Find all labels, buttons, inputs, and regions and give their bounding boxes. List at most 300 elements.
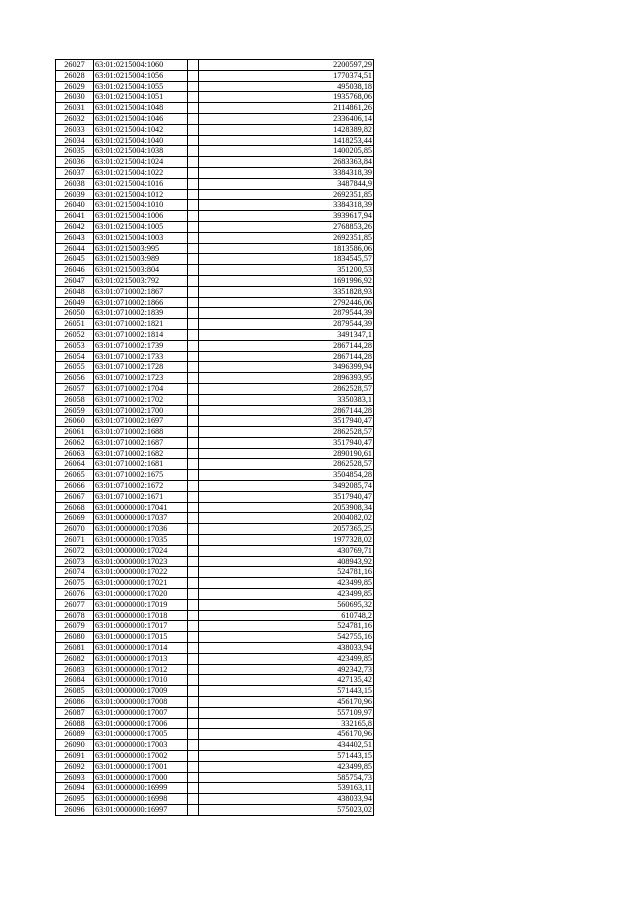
cadastral-number-cell: 63:01:0215004:1046 [94,113,188,124]
row-number-cell: 26042 [56,221,94,232]
cadastral-number-cell: 63:01:0000000:17037 [94,513,188,524]
cadastral-number-cell: 63:01:0000000:17001 [94,761,188,772]
empty-cell [188,157,199,168]
empty-cell [188,632,199,643]
cadastral-number-cell: 63:01:0000000:17014 [94,643,188,654]
row-number-cell: 26081 [56,643,94,654]
cadastral-number-cell: 63:01:0710002:1675 [94,470,188,481]
cadastral-number-cell: 63:01:0710002:1688 [94,427,188,438]
empty-cell [188,189,199,200]
row-number-cell: 26045 [56,254,94,265]
empty-cell [188,340,199,351]
row-number-cell: 26057 [56,383,94,394]
table-row [56,189,374,200]
empty-cell [188,81,199,92]
cadastral-value-cell: 2867144,28 [199,340,374,351]
empty-cell [188,459,199,470]
table-row [56,535,374,546]
row-number-cell: 26085 [56,686,94,697]
row-number-cell: 26052 [56,329,94,340]
cadastral-number-cell: 63:01:0000000:16998 [94,794,188,805]
empty-cell [188,783,199,794]
row-number-cell: 26060 [56,416,94,427]
empty-cell [188,707,199,718]
table-row [56,599,374,610]
cadastral-number-cell: 63:01:0710002:1697 [94,416,188,427]
cadastral-number-cell: 63:01:0215004:1024 [94,157,188,168]
table-row [56,405,374,416]
row-number-cell: 26048 [56,286,94,297]
table-row [56,632,374,643]
table-row [56,394,374,405]
cadastral-value-cell: 560695,32 [199,599,374,610]
cadastral-number-cell: 63:01:0000000:17015 [94,632,188,643]
cadastral-value-cell: 2862528,57 [199,459,374,470]
cadastral-value-cell: 1813586,06 [199,243,374,254]
empty-cell [188,373,199,384]
table-row [56,643,374,654]
cadastral-value-cell: 495038,18 [199,81,374,92]
cadastral-number-cell: 63:01:0000000:17006 [94,718,188,729]
cadastral-value-cell: 1418253,44 [199,135,374,146]
row-number-cell: 26049 [56,297,94,308]
cadastral-value-cell: 2683363,84 [199,157,374,168]
cadastral-value-cell: 3517940,47 [199,416,374,427]
cadastral-value-cell: 3350383,1 [199,394,374,405]
table-row [56,437,374,448]
cadastral-value-cell: 2200597,29 [199,60,374,71]
cadastral-number-cell: 63:01:0215004:1010 [94,200,188,211]
empty-cell [188,567,199,578]
table-row [56,383,374,394]
cadastral-value-cell: 438033,94 [199,794,374,805]
row-number-cell: 26056 [56,373,94,384]
table-row [56,545,374,556]
row-number-cell: 26091 [56,751,94,762]
table-row [56,653,374,664]
row-number-cell: 26089 [56,729,94,740]
table-row [56,232,374,243]
cadastral-value-cell: 332165,8 [199,718,374,729]
row-number-cell: 26093 [56,772,94,783]
row-number-cell: 26076 [56,589,94,600]
row-number-cell: 26073 [56,556,94,567]
cadastral-value-cell: 2879544,39 [199,308,374,319]
empty-cell [188,524,199,535]
cadastral-number-cell: 63:01:0215003:804 [94,265,188,276]
table-row [56,502,374,513]
table-row [56,589,374,600]
table-row [56,470,374,481]
cadastral-value-cell: 539163,11 [199,783,374,794]
cadastral-value-cell: 571443,15 [199,751,374,762]
table-row [56,221,374,232]
cadastral-value-cell: 2053908,34 [199,502,374,513]
row-number-cell: 26055 [56,362,94,373]
table-row [56,416,374,427]
row-number-cell: 26064 [56,459,94,470]
empty-cell [188,243,199,254]
table-row [56,686,374,697]
row-number-cell: 26075 [56,578,94,589]
table-row [56,319,374,330]
cadastral-value-cell: 2792446,06 [199,297,374,308]
cadastral-number-cell: 63:01:0215004:1051 [94,92,188,103]
row-number-cell: 26087 [56,707,94,718]
cadastral-value-cell: 3496399,94 [199,362,374,373]
row-number-cell: 26063 [56,448,94,459]
table-row [56,157,374,168]
empty-cell [188,178,199,189]
empty-cell [188,718,199,729]
cadastral-value-cell: 427135,42 [199,675,374,686]
row-number-cell: 26037 [56,167,94,178]
cadastral-number-cell: 63:01:0000000:17010 [94,675,188,686]
table-row [56,113,374,124]
table-row [56,567,374,578]
empty-cell [188,578,199,589]
cadastral-number-cell: 63:01:0000000:17003 [94,740,188,751]
row-number-cell: 26043 [56,232,94,243]
cadastral-number-cell: 63:01:0000000:17017 [94,621,188,632]
empty-cell [188,513,199,524]
cadastral-value-cell: 571443,15 [199,686,374,697]
empty-cell [188,610,199,621]
table-row [56,718,374,729]
empty-cell [188,740,199,751]
row-number-cell: 26068 [56,502,94,513]
table-row [56,297,374,308]
cadastral-value-cell: 3351828,93 [199,286,374,297]
empty-cell [188,167,199,178]
empty-cell [188,232,199,243]
cadastral-value-cell: 3491347,1 [199,329,374,340]
empty-cell [188,664,199,675]
cadastral-value-cell: 408943,92 [199,556,374,567]
row-number-cell: 26071 [56,535,94,546]
cadastral-value-cell: 585754,73 [199,772,374,783]
row-number-cell: 26054 [56,351,94,362]
cadastral-value-cell: 1935768,06 [199,92,374,103]
cadastral-number-cell: 63:01:0215004:1003 [94,232,188,243]
empty-cell [188,275,199,286]
row-number-cell: 26088 [56,718,94,729]
cadastral-value-cell: 3939617,94 [199,211,374,222]
table-body [56,60,374,816]
cadastral-number-cell: 63:01:0710002:1700 [94,405,188,416]
table-row [56,448,374,459]
table-row [56,578,374,589]
cadastral-number-cell: 63:01:0215003:995 [94,243,188,254]
empty-cell [188,804,199,815]
row-number-cell: 26079 [56,621,94,632]
row-number-cell: 26028 [56,70,94,81]
cadastral-value-cell: 2114861,26 [199,103,374,114]
row-number-cell: 26053 [56,340,94,351]
empty-cell [188,394,199,405]
row-number-cell: 26096 [56,804,94,815]
empty-cell [188,697,199,708]
empty-cell [188,383,199,394]
cadastral-number-cell: 63:01:0000000:17008 [94,697,188,708]
table-row [56,772,374,783]
empty-cell [188,491,199,502]
table-row [56,92,374,103]
empty-cell [188,265,199,276]
empty-cell [188,146,199,157]
row-number-cell: 26047 [56,275,94,286]
cadastral-number-cell: 63:01:0710002:1728 [94,362,188,373]
cadastral-value-cell: 524781,16 [199,621,374,632]
cadastral-number-cell: 63:01:0215004:1005 [94,221,188,232]
table-row [56,351,374,362]
row-number-cell: 26069 [56,513,94,524]
row-number-cell: 26050 [56,308,94,319]
cadastral-number-cell: 63:01:0710002:1671 [94,491,188,502]
empty-cell [188,470,199,481]
cadastral-number-cell: 63:01:0000000:17013 [94,653,188,664]
empty-cell [188,286,199,297]
empty-cell [188,437,199,448]
cadastral-number-cell: 63:01:0215004:1060 [94,60,188,71]
empty-cell [188,308,199,319]
cadastral-value-cell: 2768853,26 [199,221,374,232]
table-row [56,459,374,470]
table-row [56,178,374,189]
cadastral-value-cell: 2057365,25 [199,524,374,535]
row-number-cell: 26083 [56,664,94,675]
cadastral-value-cell: 438033,94 [199,643,374,654]
table-row [56,275,374,286]
cadastral-value-cell: 3492085,74 [199,481,374,492]
cadastral-number-cell: 63:01:0000000:17019 [94,599,188,610]
cadastral-value-cell: 456170,96 [199,697,374,708]
table-row [56,621,374,632]
empty-cell [188,254,199,265]
empty-cell [188,113,199,124]
empty-cell [188,761,199,772]
cadastral-value-cell: 3504854,28 [199,470,374,481]
cadastral-number-cell: 63:01:0215004:1006 [94,211,188,222]
cadastral-value-cell: 1977328,02 [199,535,374,546]
empty-cell [188,643,199,654]
table-row [56,697,374,708]
table-row [56,675,374,686]
cadastral-number-cell: 63:01:0000000:17020 [94,589,188,600]
cadastral-value-cell: 557109,97 [199,707,374,718]
table-row [56,481,374,492]
cadastral-value-cell: 610748,2 [199,610,374,621]
row-number-cell: 26041 [56,211,94,222]
table-row [56,340,374,351]
row-number-cell: 26094 [56,783,94,794]
table-row [56,124,374,135]
cadastral-number-cell: 63:01:0710002:1814 [94,329,188,340]
row-number-cell: 26077 [56,599,94,610]
cadastral-value-cell: 430769,71 [199,545,374,556]
cadastral-value-cell: 434402,51 [199,740,374,751]
empty-cell [188,200,199,211]
row-number-cell: 26074 [56,567,94,578]
table-row [56,427,374,438]
empty-cell [188,405,199,416]
cadastral-value-cell: 3517940,47 [199,437,374,448]
cadastral-value-cell: 2692351,85 [199,189,374,200]
empty-cell [188,556,199,567]
table-row [56,103,374,114]
table-row [56,200,374,211]
row-number-cell: 26034 [56,135,94,146]
cadastral-number-cell: 63:01:0710002:1681 [94,459,188,470]
table-row [56,740,374,751]
row-number-cell: 26035 [56,146,94,157]
cadastral-value-cell: 1834545,57 [199,254,374,265]
cadastral-value-cell: 1428389,82 [199,124,374,135]
cadastral-value-cell: 2862528,57 [199,383,374,394]
row-number-cell: 26066 [56,481,94,492]
empty-cell [188,60,199,71]
row-number-cell: 26070 [56,524,94,535]
empty-cell [188,599,199,610]
cadastral-number-cell: 63:01:0710002:1821 [94,319,188,330]
table-row [56,373,374,384]
cadastral-number-cell: 63:01:0710002:1687 [94,437,188,448]
cadastral-number-cell: 63:01:0215004:1040 [94,135,188,146]
row-number-cell: 26090 [56,740,94,751]
table-row [56,286,374,297]
table-row [56,751,374,762]
cadastral-value-cell: 2692351,85 [199,232,374,243]
cadastral-value-cell: 2896393,95 [199,373,374,384]
empty-cell [188,92,199,103]
row-number-cell: 26067 [56,491,94,502]
table-row [56,524,374,535]
cadastral-number-cell: 63:01:0710002:1682 [94,448,188,459]
table-row [56,513,374,524]
cadastral-number-cell: 63:01:0215004:1042 [94,124,188,135]
empty-cell [188,103,199,114]
empty-cell [188,751,199,762]
empty-cell [188,351,199,362]
table-row [56,135,374,146]
cadastral-number-cell: 63:01:0215004:1048 [94,103,188,114]
table-row [56,329,374,340]
table-row [56,556,374,567]
cadastral-number-cell: 63:01:0215004:1038 [94,146,188,157]
cadastral-number-cell: 63:01:0710002:1723 [94,373,188,384]
cadastral-value-cell: 542755,16 [199,632,374,643]
empty-cell [188,124,199,135]
table-row [56,794,374,805]
empty-cell [188,70,199,81]
empty-cell [188,416,199,427]
row-number-cell: 26027 [56,60,94,71]
cadastral-number-cell: 63:01:0215004:1055 [94,81,188,92]
cadastral-value-cell: 3517940,47 [199,491,374,502]
row-number-cell: 26086 [56,697,94,708]
cadastral-number-cell: 63:01:0000000:17007 [94,707,188,718]
cadastral-value-cell: 524781,16 [199,567,374,578]
cadastral-number-cell: 63:01:0000000:17005 [94,729,188,740]
empty-cell [188,135,199,146]
cadastral-value-cell: 2336406,14 [199,113,374,124]
row-number-cell: 26065 [56,470,94,481]
cadastral-number-cell: 63:01:0215004:1056 [94,70,188,81]
cadastral-number-cell: 63:01:0000000:17023 [94,556,188,567]
table-row [56,254,374,265]
row-number-cell: 26058 [56,394,94,405]
empty-cell [188,545,199,556]
row-number-cell: 26078 [56,610,94,621]
row-number-cell: 26044 [56,243,94,254]
cadastral-number-cell: 63:01:0215004:1012 [94,189,188,200]
row-number-cell: 26072 [56,545,94,556]
cadastral-number-cell: 63:01:0710002:1866 [94,297,188,308]
row-number-cell: 26092 [56,761,94,772]
cadastral-number-cell: 63:01:0215003:792 [94,275,188,286]
empty-cell [188,502,199,513]
cadastral-number-cell: 63:01:0710002:1702 [94,394,188,405]
cadastral-number-cell: 63:01:0000000:17012 [94,664,188,675]
cadastral-number-cell: 63:01:0710002:1867 [94,286,188,297]
empty-cell [188,211,199,222]
empty-cell [188,729,199,740]
cadastral-number-cell: 63:01:0000000:16999 [94,783,188,794]
cadastral-value-table [55,59,374,816]
empty-cell [188,448,199,459]
cadastral-number-cell: 63:01:0000000:17035 [94,535,188,546]
table-row [56,761,374,772]
empty-cell [188,329,199,340]
cadastral-number-cell: 63:01:0000000:16997 [94,804,188,815]
cadastral-value-cell: 2867144,28 [199,351,374,362]
cadastral-number-cell: 63:01:0710002:1839 [94,308,188,319]
empty-cell [188,362,199,373]
cadastral-value-cell: 456170,96 [199,729,374,740]
cadastral-number-cell: 63:01:0000000:17000 [94,772,188,783]
empty-cell [188,653,199,664]
cadastral-number-cell: 63:01:0000000:17041 [94,502,188,513]
table-row [56,610,374,621]
empty-cell [188,589,199,600]
cadastral-number-cell: 63:01:0000000:17021 [94,578,188,589]
cadastral-number-cell: 63:01:0215004:1016 [94,178,188,189]
cadastral-number-cell: 63:01:0710002:1704 [94,383,188,394]
cadastral-value-cell: 1400205,85 [199,146,374,157]
cadastral-value-cell: 423499,85 [199,653,374,664]
empty-cell [188,675,199,686]
row-number-cell: 26032 [56,113,94,124]
table-row [56,60,374,71]
cadastral-number-cell: 63:01:0215004:1022 [94,167,188,178]
row-number-cell: 26033 [56,124,94,135]
row-number-cell: 26082 [56,653,94,664]
cadastral-value-cell: 423499,85 [199,578,374,589]
table-row [56,211,374,222]
cadastral-value-cell: 2879544,39 [199,319,374,330]
table-row [56,729,374,740]
cadastral-number-cell: 63:01:0000000:17009 [94,686,188,697]
table-row [56,783,374,794]
row-number-cell: 26062 [56,437,94,448]
row-number-cell: 26051 [56,319,94,330]
cadastral-number-cell: 63:01:0000000:17018 [94,610,188,621]
empty-cell [188,535,199,546]
cadastral-value-cell: 3384318,39 [199,200,374,211]
cadastral-value-cell: 575023,02 [199,804,374,815]
cadastral-number-cell: 63:01:0000000:17036 [94,524,188,535]
row-number-cell: 26038 [56,178,94,189]
